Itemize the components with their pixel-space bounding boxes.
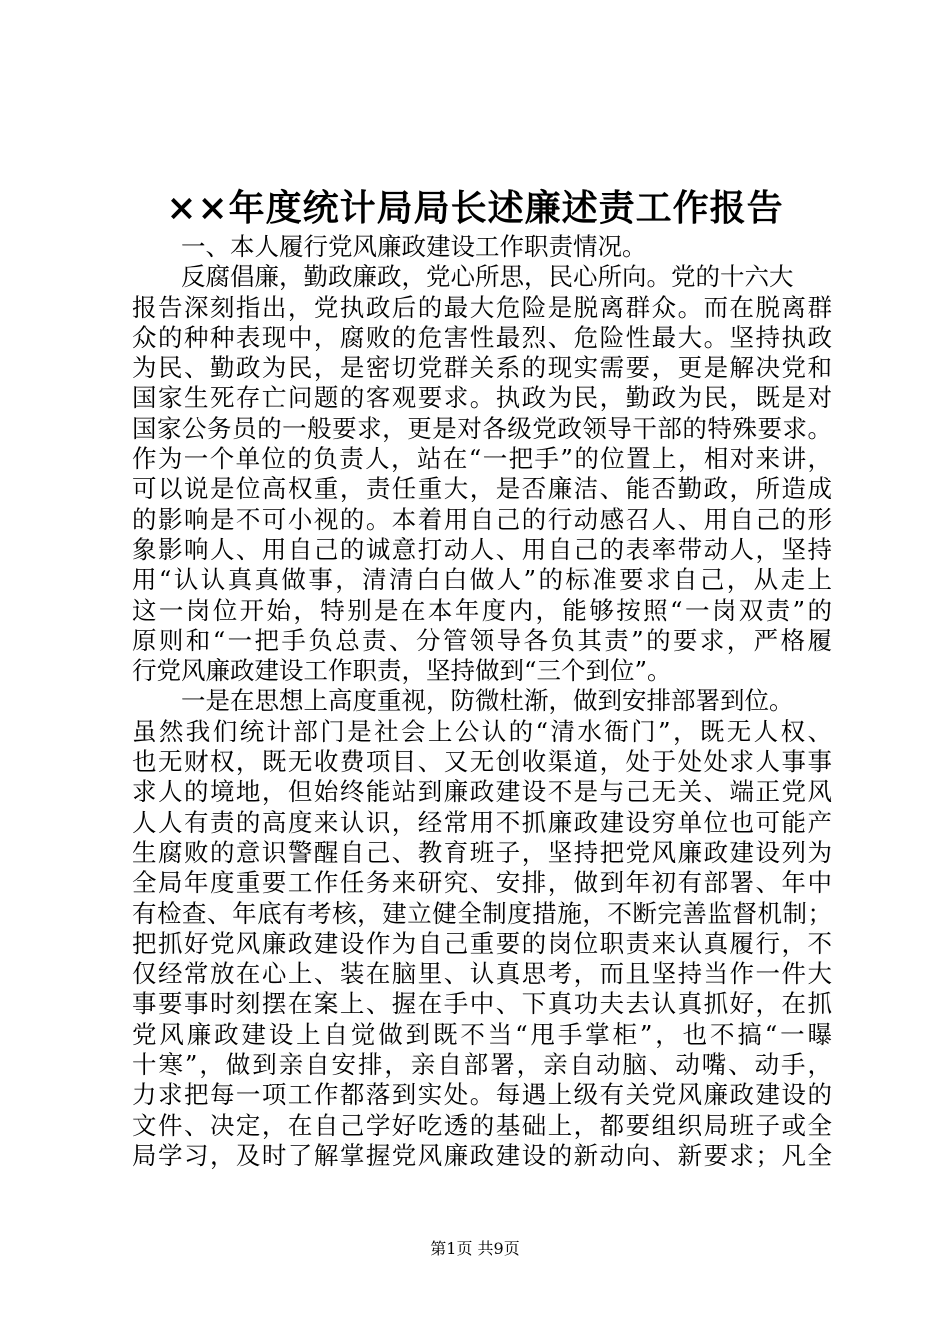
text-line: 人人有责的高度来认识，经常用不抓廉政建设穷单位也可能产: [132, 807, 832, 837]
text-line: 力求把每一项工作都落到实处。每遇上级有关党风廉政建设的: [132, 1080, 832, 1110]
text-line: 象影响人、用自己的诚意打动人、用自己的表率带动人，坚持: [132, 534, 832, 564]
text-line: 作为一个单位的负责人，站在“一把手”的位置上，相对来讲，: [132, 444, 832, 474]
text-line: 反腐倡廉，勤政廉政，党心所思，民心所向。党的十六大: [181, 262, 794, 292]
text-line: 事要事时刻摆在案上、握在手中、下真功夫去认真抓好，在抓: [132, 989, 832, 1019]
text-line: 文件、决定，在自己学好吃透的基础上，都要组织局班子或全: [132, 1110, 832, 1140]
text-line: 仅经常放在心上、装在脑里、认真思考，而且坚持当作一件大: [132, 959, 832, 989]
text-line: 也无财权，既无收费项目、又无创收渠道，处于处处求人事事: [132, 747, 832, 777]
text-line: 国家生死存亡问题的客观要求。执政为民，勤政为民，既是对: [132, 383, 832, 413]
text-line: 的影响是不可小视的。本着用自己的行动感召人、用自己的形: [132, 504, 832, 534]
text-line: 用“认认真真做事，清清白白做人”的标准要求自己，从走上: [132, 565, 832, 595]
page-footer: 第1页 共9页: [430, 1239, 520, 1258]
text-line: 可以说是位高权重，责任重大，是否廉洁、能否勤政，所造成: [132, 474, 832, 504]
text-line: 为民、勤政为民，是密切党群关系的现实需要，更是解决党和: [132, 353, 832, 383]
text-line: 众的种种表现中，腐败的危害性最烈、危险性最大。坚持执政: [132, 322, 832, 352]
text-line: 虽然我们统计部门是社会上公认的“清水衙门”，既无人权、: [132, 716, 832, 746]
section-heading: 一、本人履行党风廉政建设工作职责情况。: [181, 232, 647, 261]
document-body: [132, 232, 832, 1171]
text-line: 生腐败的意识警醒自己、教育班子，坚持把党风廉政建设列为: [132, 837, 832, 867]
text-line: 原则和“一把手负总责、分管领导各负其责”的要求，严格履: [132, 625, 832, 655]
text-line: 党风廉政建设上自觉做到既不当“甩手掌柜”，也不搞“一曝: [132, 1019, 832, 1049]
text-line: 有检查、年底有考核，建立健全制度措施，不断完善监督机制；: [132, 898, 832, 928]
text-line: 把抓好党风廉政建设作为自己重要的岗位职责来认真履行，不: [132, 928, 832, 958]
text-line: 行党风廉政建设工作职责，坚持做到“三个到位”。: [132, 656, 672, 686]
text-line: 全局年度重要工作任务来研究、安排，做到年初有部署、年中: [132, 868, 832, 898]
text-line: 局学习，及时了解掌握党风廉政建设的新动向、新要求；凡全: [132, 1140, 832, 1170]
text-line: 十寒”，做到亲自安排，亲自部署，亲自动脑、动嘴、动手，: [132, 1050, 832, 1080]
text-line: 求人的境地，但始终能站到廉政建设不是与己无关、端正党风: [132, 777, 832, 807]
text-line: 报告深刻指出，党执政后的最大危险是脱离群众。而在脱离群: [132, 292, 832, 322]
text-line: 一是在思想上高度重视，防微杜渐，做到安排部署到位。: [181, 686, 794, 716]
text-line: 国家公务员的一般要求，更是对各级党政领导干部的特殊要求。: [132, 413, 832, 443]
document-title: ××年度统计局局长述廉述责工作报告: [166, 187, 784, 229]
text-line: 这一岗位开始，特别是在本年度内，能够按照“一岗双责”的: [132, 595, 832, 625]
